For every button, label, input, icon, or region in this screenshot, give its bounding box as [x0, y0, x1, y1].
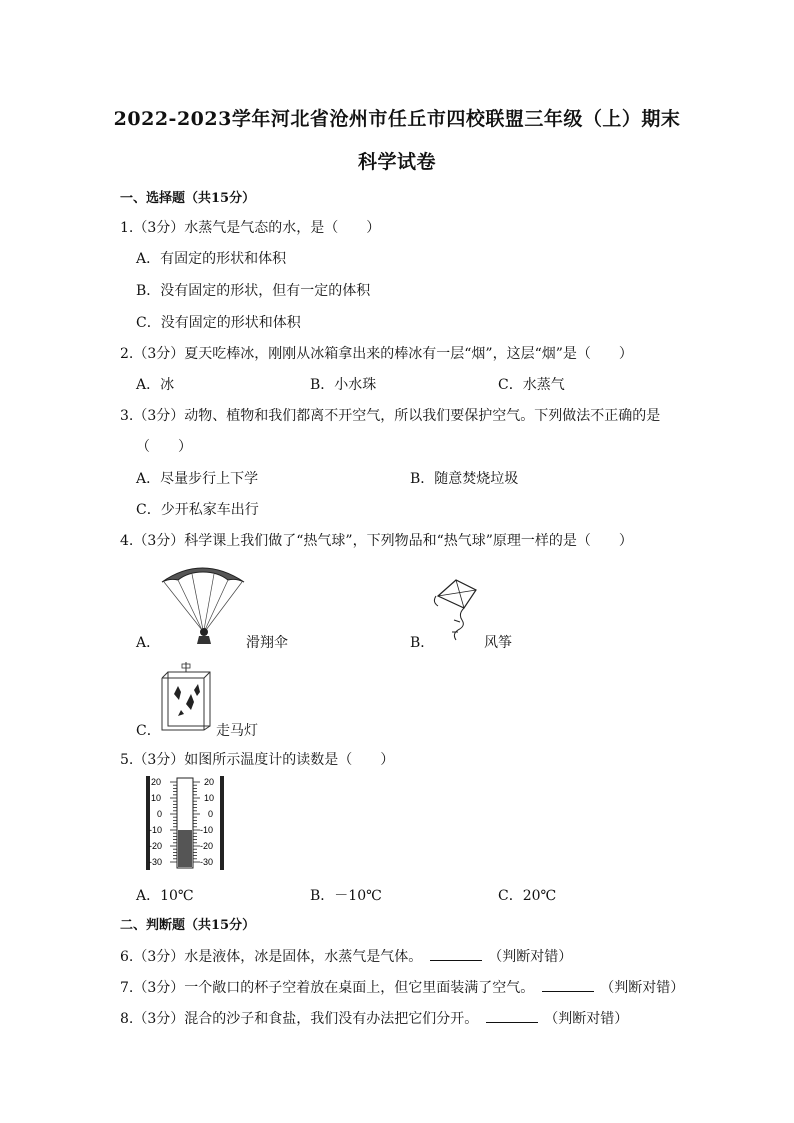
q7-tail: （判断对错）: [600, 980, 685, 996]
section-choice-heading: 一、选择题（共15分）: [120, 191, 256, 206]
q5-option-a: A．10℃: [136, 888, 194, 904]
q3-option-a: A．尽量步行上下学: [136, 471, 259, 487]
tick-label-right-3: -10: [200, 825, 214, 835]
q4-option-a: A．: [136, 635, 161, 651]
q5-option-c: C．20℃: [498, 888, 557, 904]
q5-option-b: B．－10℃: [310, 888, 382, 904]
exam-title-line1: 2022-2023学年河北省沧州市任丘市四校联盟三年级（上）期末: [113, 108, 681, 130]
tick-label-left-5: -30: [149, 857, 163, 867]
q4-option-c: C．: [136, 723, 161, 739]
q8-answer-blank[interactable]: [486, 1008, 538, 1023]
tick-label-right-0: 20: [204, 777, 215, 787]
kite-figure: [432, 574, 482, 644]
thermometer-liquid: [178, 830, 192, 867]
q1-option-b: B．没有固定的形状，但有一定的体积: [136, 283, 371, 299]
q5-stem: 5.（3分）如图所示温度计的读数是（ ）: [120, 752, 395, 768]
q6-line: [120, 946, 572, 966]
q6-tail: （判断对错）: [488, 949, 573, 965]
q4-option-b-label: 风筝: [484, 635, 512, 651]
tick-label-right-2: 0: [208, 809, 214, 819]
tick-label-left-4: -20: [149, 841, 163, 851]
q4-option-c-label: 走马灯: [216, 723, 258, 739]
q3-stem-paren: （ ）: [136, 439, 192, 455]
q4-option-b: B．: [410, 635, 435, 651]
exam-title-line2: 科学试卷: [357, 151, 436, 173]
thermometer-frame-right: [220, 776, 224, 870]
paraglider-figure: [158, 560, 248, 650]
q7-answer-blank[interactable]: [542, 977, 594, 992]
q4-stem: 4.（3分）科学课上我们做了“热气球”，下列物品和“热气球”原理一样的是（ ）: [120, 533, 633, 549]
section-judge-heading: 二、判断题（共15分）: [120, 918, 256, 933]
tick-label-left-2: 0: [157, 809, 163, 819]
q8-tail: （判断对错）: [544, 1011, 629, 1027]
q2-option-c: C．水蒸气: [498, 377, 565, 393]
q1-option-a: A．有固定的形状和体积: [136, 251, 287, 267]
q1-stem: 1.（3分）水蒸气是气态的水，是（ ）: [120, 220, 381, 236]
q8-line: [120, 1008, 628, 1028]
q7-text: 7.（3分）一个敞口的杯子空着放在桌面上，但它里面装满了空气。: [120, 980, 535, 996]
q2-option-b: B．小水珠: [310, 377, 377, 393]
tick-label-right-4: -20: [200, 841, 214, 851]
q6-text: 6.（3分）水是液体，冰是固体，水蒸气是气体。: [120, 949, 423, 965]
q4-option-a-label: 滑翔伞: [246, 635, 288, 651]
q2-option-a: A．冰: [136, 377, 175, 393]
q8-text: 8.（3分）混合的沙子和食盐，我们没有办法把它们分开。: [120, 1011, 479, 1027]
q3-stem: 3.（3分）动物、植物和我们都离不开空气，所以我们要保护空气。下列做法不正确的是: [120, 408, 661, 424]
q6-answer-blank[interactable]: [430, 946, 482, 961]
tick-label-right-1: 10: [204, 793, 215, 803]
q3-option-c: C．少开私家车出行: [136, 502, 259, 518]
tick-label-left-3: -10: [149, 825, 163, 835]
thermometer-frame-left: [146, 776, 150, 870]
q1-option-c: C．没有固定的形状和体积: [136, 315, 301, 331]
thermometer-figure: [146, 776, 226, 872]
q7-line: [120, 977, 684, 997]
lantern-figure: [158, 660, 218, 732]
tick-label-right-5: -30: [200, 857, 214, 867]
q2-stem: 2.（3分）夏天吃棒冰，刚刚从冰箱拿出来的棒冰有一层“烟”，这层“烟”是（ ）: [120, 346, 633, 362]
tick-label-left-1: 10: [151, 793, 162, 803]
tick-label-left-0: 20: [151, 777, 162, 787]
q3-option-b: B．随意焚烧垃圾: [410, 471, 519, 487]
